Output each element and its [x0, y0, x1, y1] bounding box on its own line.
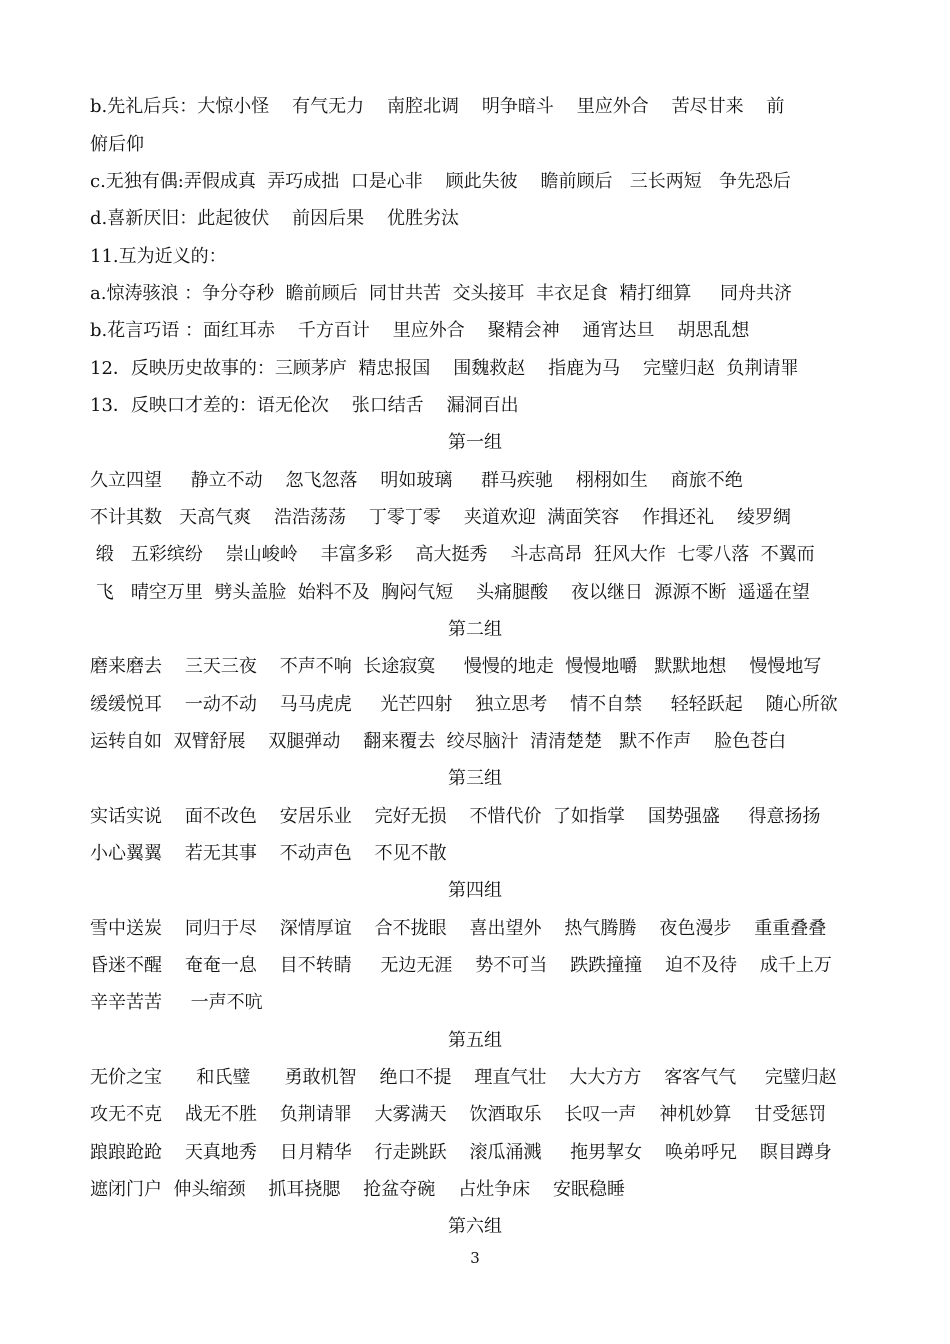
- text-line: b.先礼后兵：大惊小怪 有气无力 南腔北调 明争暗斗 里应外合 苦尽甘来 前: [90, 96, 785, 117]
- text-line: c.无独有偶:弄假成真 弄巧成拙 口是心非 顾此失彼 瞻前顾后 三长两短 争先恐后: [90, 171, 791, 192]
- text-line: d.喜新厌旧：此起彼伏 前因后果 优胜劣汰: [90, 208, 460, 229]
- text-line: 磨来磨去 三天三夜 不声不响 长途寂寞 慢慢的地走 慢慢地嚼 默默地想 慢慢地写: [90, 656, 822, 677]
- text-line: 遮闭门户 伸头缩颈 抓耳挠腮 抢盆夺碗 占灶争床 安眠稳睡: [90, 1179, 625, 1200]
- text-line: 实话实说 面不改色 安居乐业 完好无损 不惜代价 了如指掌 国势强盛 得意扬扬: [90, 806, 821, 827]
- text-line: 12．反映历史故事的：三顾茅庐 精忠报国 围魏救赵 指鹿为马 完璧归赵 负荆请罪: [90, 358, 799, 379]
- text-line: 雪中送炭 同归于尽 深情厚谊 合不拢眼 喜出望外 热气腾腾 夜色漫步 重重叠叠: [90, 918, 827, 939]
- text-line: 缎 五彩缤纷 崇山峻岭 丰富多彩 高大挺秀 斗志高昂 狂风大作 七零八落 不翼而: [90, 544, 815, 565]
- text-line: b.花言巧语 ：面红耳赤 千方百计 里应外合 聚精会神 通宵达旦 胡思乱想: [90, 320, 750, 341]
- text-line: 运转自如 双臂舒展 双腿弹动 翻来覆去 绞尽脑汁 清清楚楚 默不作声 脸色苍白: [90, 731, 787, 752]
- text-line: a.惊涛骇浪 ：争分夺秒 瞻前顾后 同甘共苦 交头接耳 丰衣足食 精打细算 同舟共济: [90, 283, 792, 304]
- text-line: 久立四望 静立不动 忽飞忽落 明如玻璃 群马疾驰 栩栩如生 商旅不绝: [90, 470, 743, 491]
- group-heading: 第六组: [448, 1216, 502, 1237]
- group-heading: 第三组: [448, 768, 502, 789]
- group-heading: 第一组: [448, 432, 502, 453]
- text-line: 辛辛苦苦 一声不吭: [90, 992, 263, 1013]
- text-line: 小心翼翼 若无其事 不动声色 不见不散: [90, 843, 447, 864]
- group-heading: 第五组: [448, 1030, 502, 1051]
- text-line: 攻无不克 战无不胜 负荆请罪 大雾满天 饮酒取乐 长叹一声 神机妙算 甘受惩罚: [90, 1104, 827, 1125]
- text-line: 13．反映口才差的：语无伦次 张口结舌 漏洞百出: [90, 395, 519, 416]
- text-line: 飞 晴空万里 劈头盖脸 始料不及 胸闷气短 头痛腿酸 夜以继日 源源不断 遥遥在望: [90, 582, 810, 603]
- text-line: 无价之宝 和氏璧 勇敢机智 绝口不提 理直气壮 大大方方 客客气气 完璧归赵: [90, 1067, 837, 1088]
- group-heading: 第二组: [448, 619, 502, 640]
- text-line: 不计其数 天高气爽 浩浩荡荡 丁零丁零 夹道欢迎 满面笑容 作揖还礼 绫罗绸: [90, 507, 792, 528]
- section-heading: 11.互为近义的：: [90, 246, 227, 267]
- text-line: 俯后仰: [90, 134, 144, 155]
- text-line: 踉踉跄跄 天真地秀 日月精华 行走跳跃 滚瓜涌溅 拖男挈女 唤弟呼兄 瞑目蹲身: [90, 1142, 832, 1163]
- text-line: 昏迷不醒 奄奄一息 目不转睛 无边无涯 势不可当 跌跌撞撞 迫不及待 成千上万: [90, 955, 832, 976]
- text-line: 缓缓悦耳 一动不动 马马虎虎 光芒四射 独立思考 情不自禁 轻轻跃起 随心所欲: [90, 694, 838, 715]
- group-heading: 第四组: [448, 880, 502, 901]
- page-number: 3: [470, 1249, 480, 1267]
